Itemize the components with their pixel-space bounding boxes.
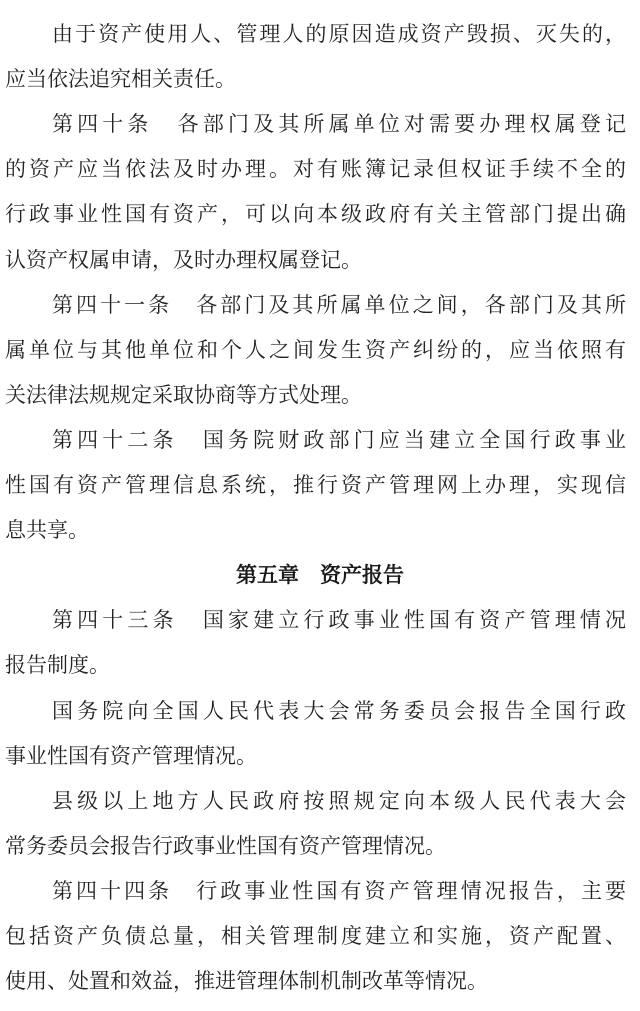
chapter-heading: 第五章 资产报告 <box>236 563 404 588</box>
text-line: 第四十四条 行政事业性国有资产管理情况报告，主要 <box>52 878 630 903</box>
text-line: 事业性国有资产管理情况。 <box>5 743 257 768</box>
text-line: 的资产应当依法及时办理。对有账簿记录但权证手续不全的 <box>5 157 629 182</box>
text-line: 常务委员会报告行政事业性国有资产管理情况。 <box>5 833 446 858</box>
text-line: 行政事业性国有资产，可以向本级政府有关主管部门提出确 <box>5 202 629 227</box>
text-line: 国务院向全国人民代表大会常务委员会报告全国行政 <box>52 698 631 723</box>
text-line: 包括资产负债总量，相关管理制度建立和实施，资产配置、 <box>5 924 629 948</box>
text-line: 由于资产使用人、管理人的原因造成资产毁损、灭失的， <box>52 22 629 46</box>
text-line: 认资产权属申请，及时办理权属登记。 <box>5 247 362 272</box>
text-line: 关法律法规规定采取协商等方式处理。 <box>5 382 362 407</box>
text-line: 使用、处置和效益，推进管理体制机制改革等情况。 <box>5 969 488 994</box>
text-line: 属单位与其他单位和个人之间发生资产纠纷的，应当依照有 <box>5 337 629 362</box>
text-line: 第四十条 各部门及其所属单位对需要办理权属登记 <box>52 112 631 137</box>
text-line: 第四十三条 国家建立行政事业性国有资产管理情况 <box>52 608 631 633</box>
text-line: 息共享。 <box>5 518 89 543</box>
text-line: 县级以上地方人民政府按照规定向本级人民代表大会 <box>52 788 631 813</box>
text-line: 报告制度。 <box>5 653 110 678</box>
text-line: 第四十一条 各部门及其所属单位之间，各部门及其所 <box>52 292 630 317</box>
text-line: 应当依法追究相关责任。 <box>5 67 236 92</box>
text-line: 性国有资产管理信息系统，推行资产管理网上办理，实现信 <box>5 473 629 497</box>
text-line: 第四十二条 国务院财政部门应当建立全国行政事业 <box>52 427 631 452</box>
